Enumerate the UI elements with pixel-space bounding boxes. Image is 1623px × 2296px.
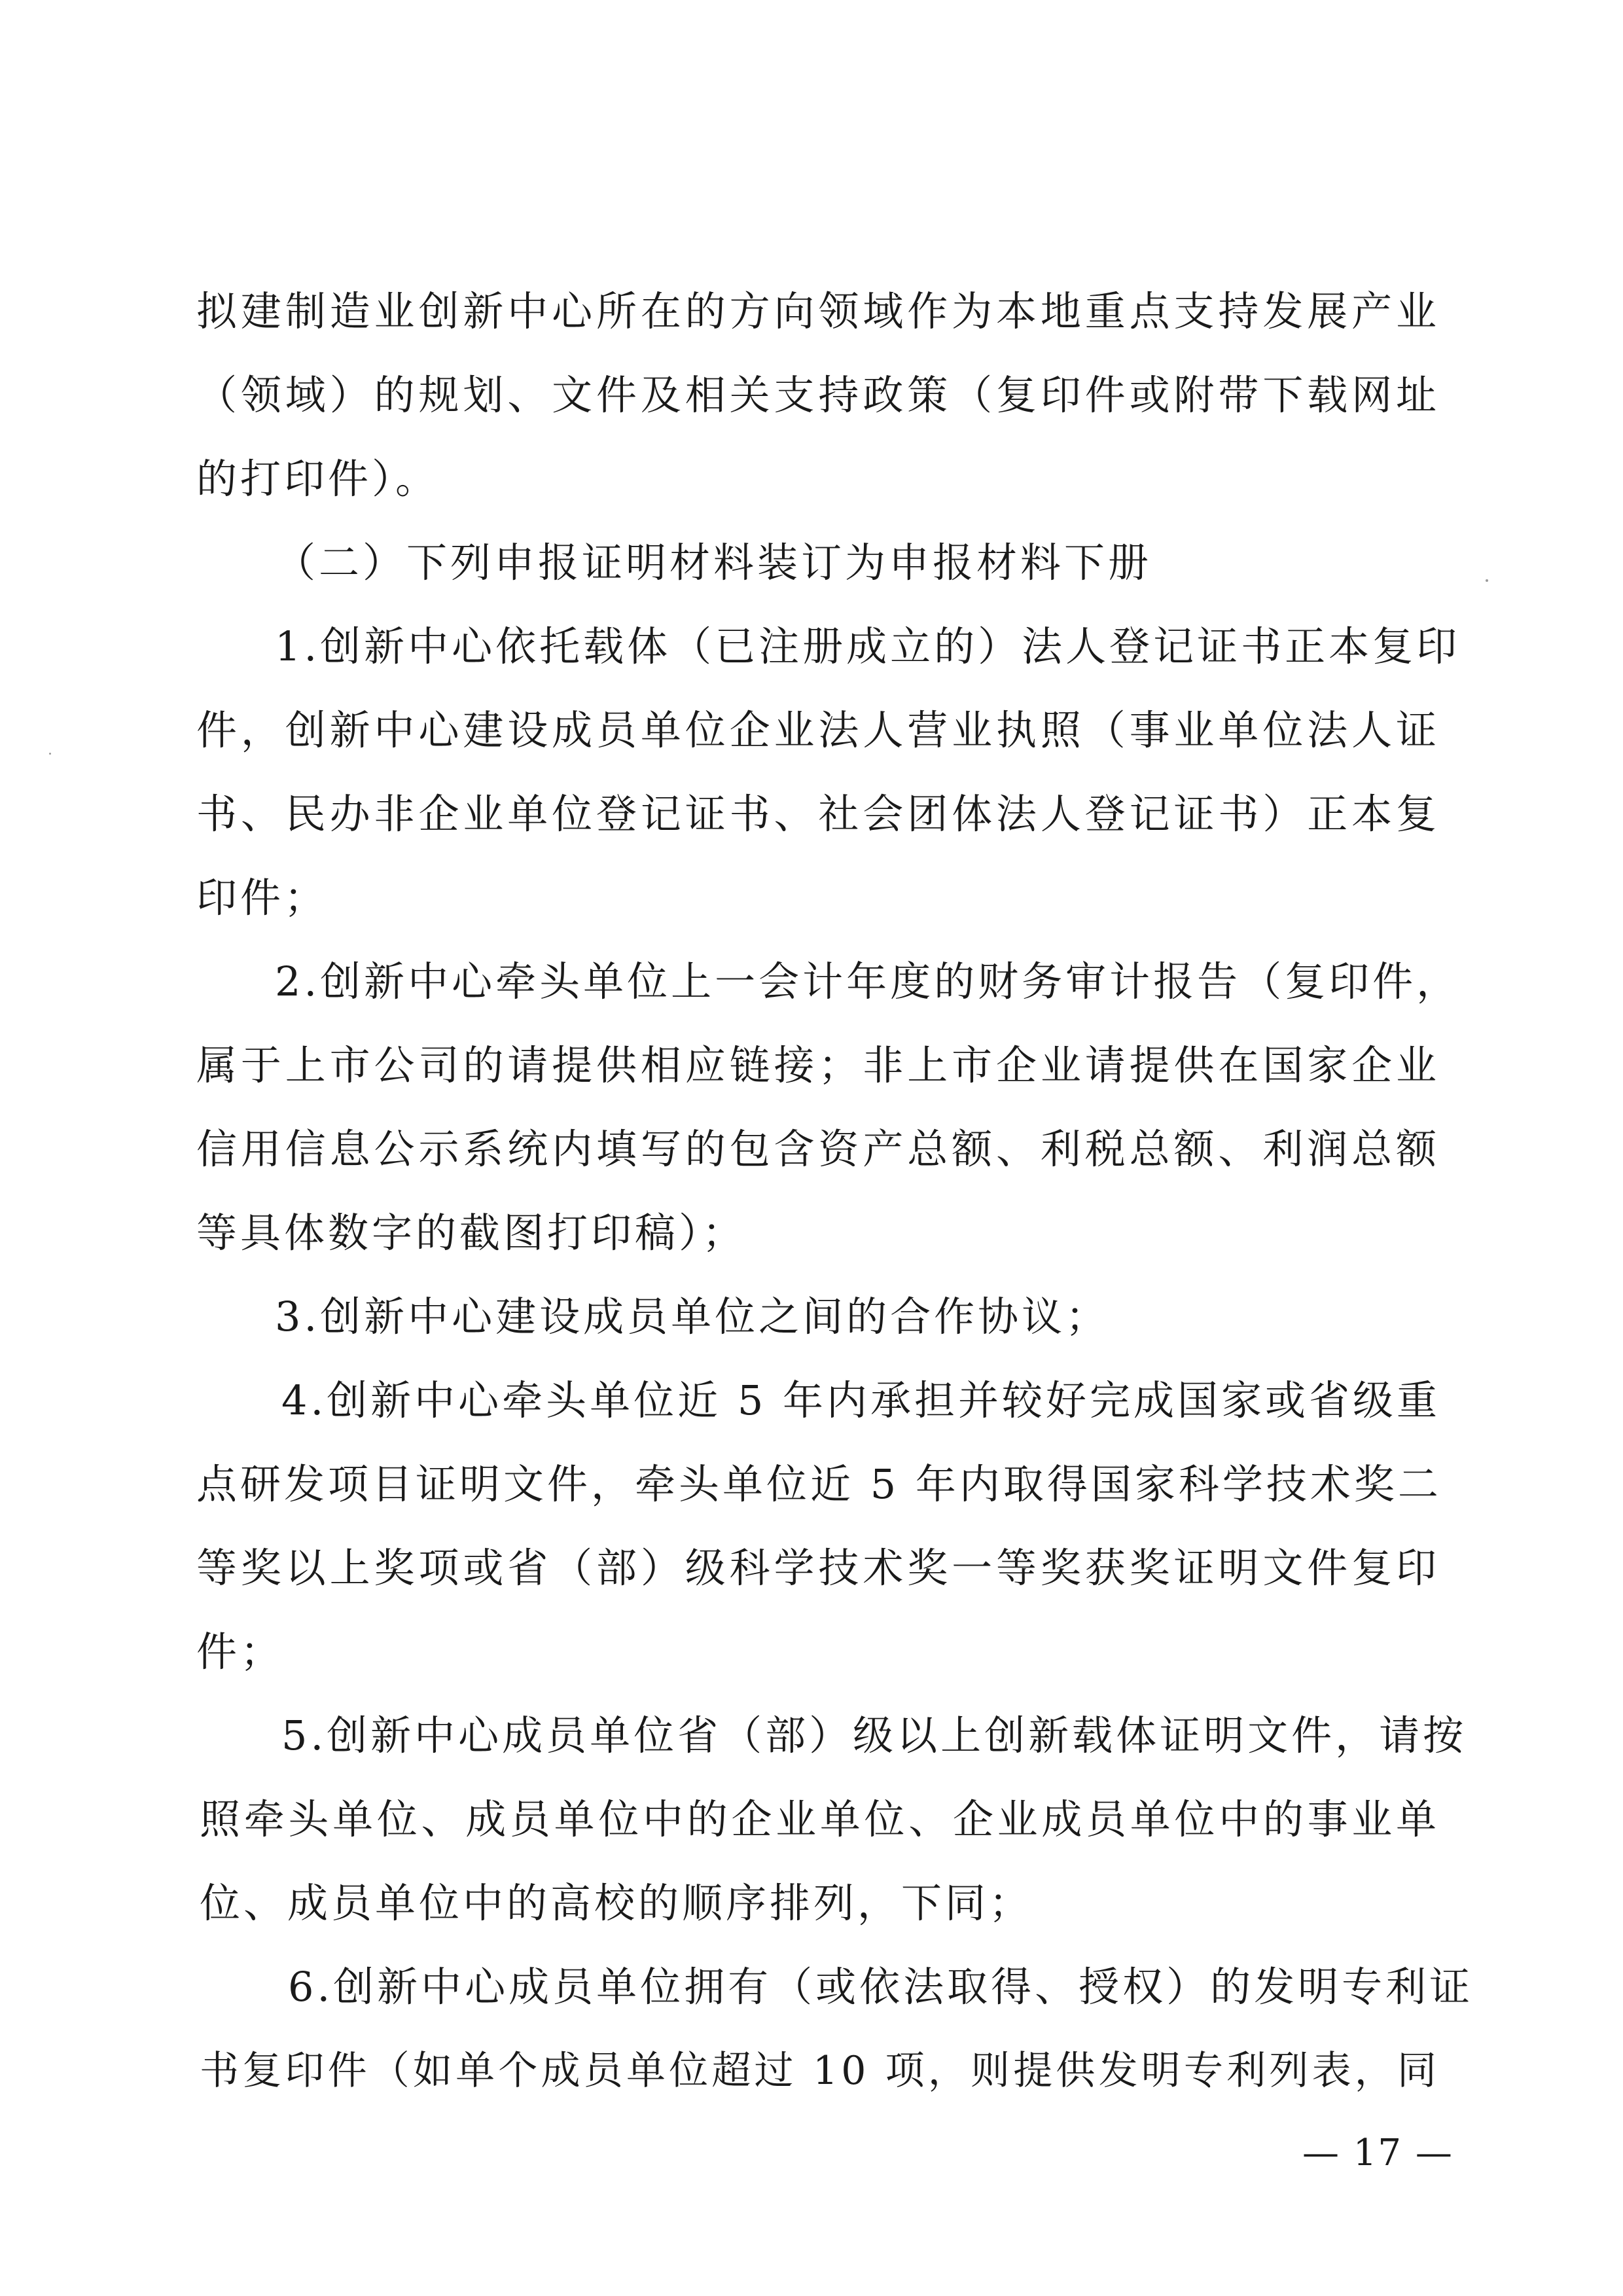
item-5-line-3: 位、成员单位中的高校的顺序排列，下同； bbox=[200, 1879, 1033, 1927]
text-line-1: 拟建制造业创新中心所在的方向领域作为本地重点支持发展产业 bbox=[196, 287, 1440, 335]
item-4-line-1: 4.创新中心牵头单位近 5 年内承担并较好完成国家或省级重 bbox=[281, 1376, 1441, 1424]
page-number: — 17 — bbox=[1302, 2132, 1454, 2174]
item-1-line-4: 印件； bbox=[196, 874, 329, 922]
item-4-line-3: 等奖以上奖项或省（部）级科学技术奖一等奖获奖证明文件复印 bbox=[196, 1544, 1440, 1592]
item-1-line-1: 1.创新中心依托载体（已注册成立的）法人登记证书正本复印 bbox=[275, 622, 1461, 670]
item-2-line-3: 信用信息公示系统内填写的包含资产总额、利税总额、利润总额 bbox=[196, 1125, 1440, 1173]
text-line-3: 的打印件）。 bbox=[196, 455, 440, 503]
item-2-line-2: 属于上市公司的请提供相应链接；非上市企业请提供在国家企业 bbox=[196, 1041, 1440, 1089]
item-2-line-1: 2.创新中心牵头单位上一会计年度的财务审计报告（复印件， bbox=[275, 958, 1461, 1005]
item-3-line-1: 3.创新中心建设成员单位之间的合作协议； bbox=[275, 1293, 1110, 1340]
item-1-line-3: 书、民办非企业单位登记证书、社会团体法人登记证书）正本复 bbox=[196, 790, 1440, 838]
scan-speck bbox=[1486, 579, 1488, 582]
item-4-line-4: 件； bbox=[196, 1628, 285, 1676]
item-2-line-4: 等具体数字的截图打印稿）； bbox=[196, 1209, 747, 1257]
item-5-line-2: 照牵头单位、成员单位中的企业单位、企业成员单位中的事业单 bbox=[200, 1795, 1440, 1843]
item-6-line-2: 书复印件（如单个成员单位超过 10 项，则提供发明专利列表，同 bbox=[200, 2048, 1440, 2094]
item-6-line-1: 6.创新中心成员单位拥有（或依法取得、授权）的发明专利证 bbox=[288, 1963, 1474, 2011]
item-5-line-1: 5.创新中心成员单位省（部）级以上创新载体证明文件，请按 bbox=[281, 1712, 1467, 1759]
scan-speck bbox=[49, 753, 51, 755]
section-heading: （二）下列申报证明材料装订为申报材料下册 bbox=[275, 539, 1152, 586]
item-1-line-2: 件，创新中心建设成员单位企业法人营业执照（事业单位法人证 bbox=[196, 706, 1440, 754]
text-line-2: （领域）的规划、文件及相关支持政策（复印件或附带下载网址 bbox=[196, 371, 1440, 419]
item-4-line-2: 点研发项目证明文件，牵头单位近 5 年内取得国家科学技术奖二 bbox=[196, 1460, 1442, 1508]
